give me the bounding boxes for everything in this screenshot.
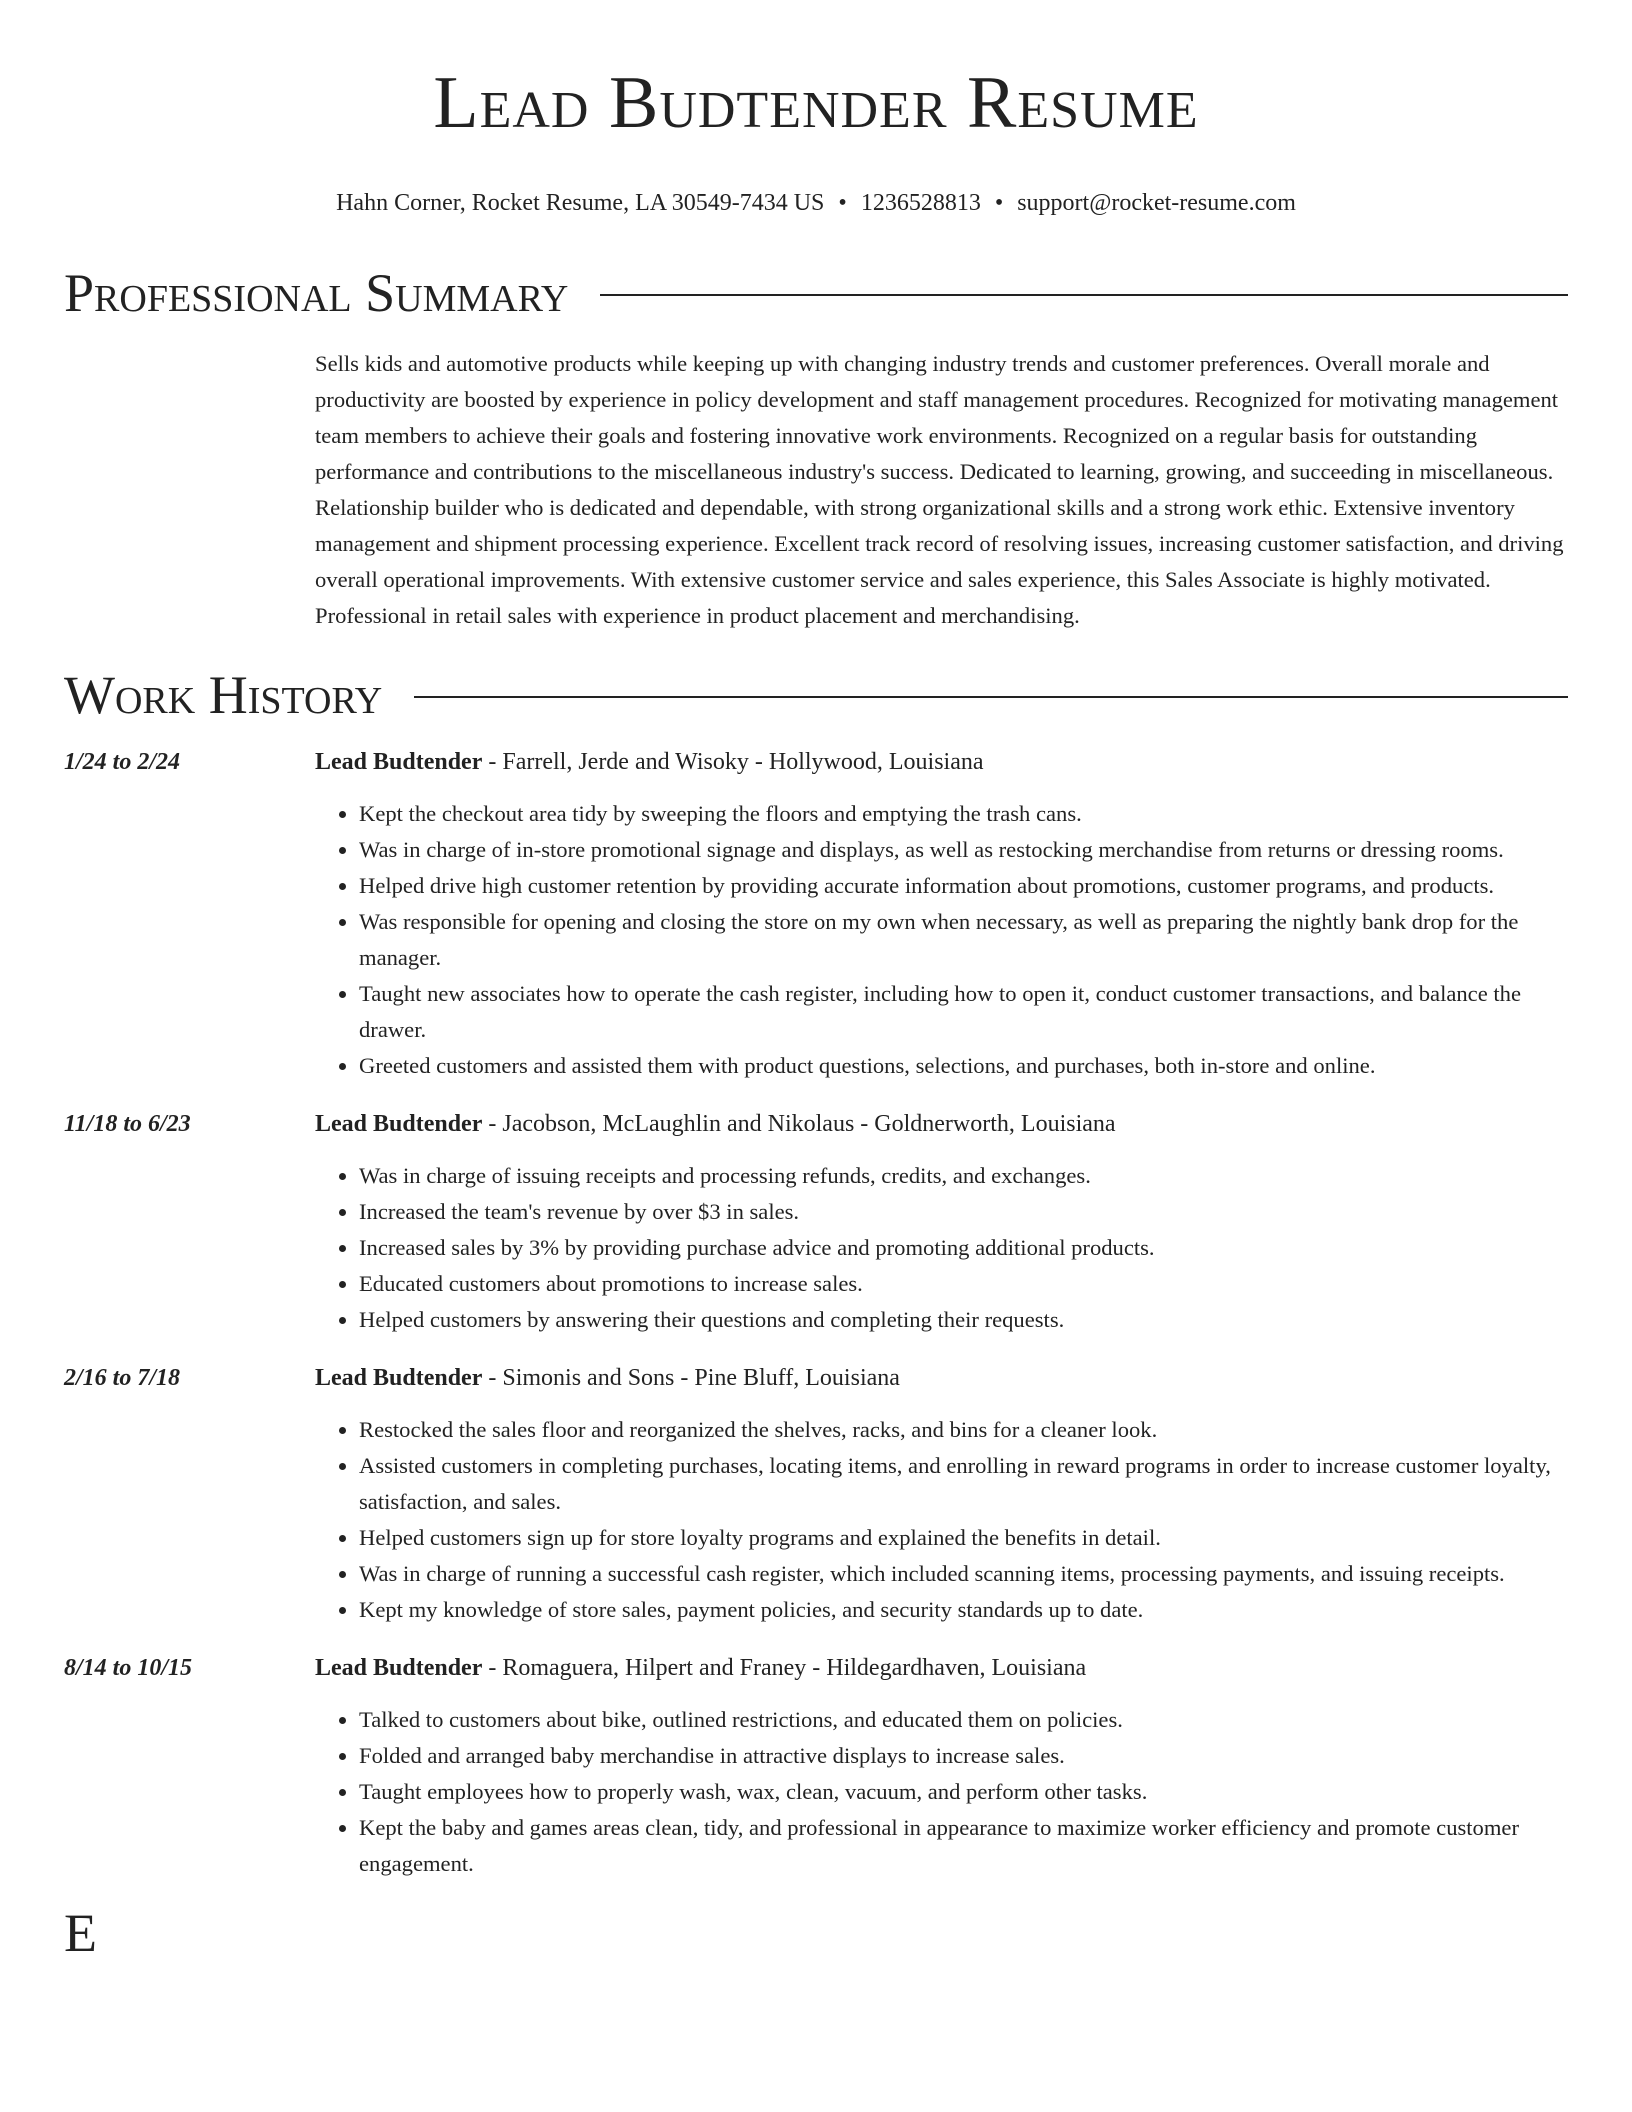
job-bullet: • Kept the baby and games areas clean, tidy, and professional in appearance to maximize worker efficiency and promote customer engagement. [359, 1810, 1568, 1882]
job-body [315, 1108, 1568, 1338]
resume-title: Lead Budtender Resume [433, 62, 1199, 144]
job-dates: 2/16 to 7/18 [64, 1365, 181, 1391]
job-bullets [315, 1412, 1568, 1628]
job-bullet: • Taught employees how to properly wash, wax, clean, vacuum, and perform other tasks. [359, 1774, 1568, 1810]
job-bullet: • Restocked the sales floor and reorganized the shelves, racks, and bins for a cleaner look. [359, 1412, 1568, 1448]
job-bullet: • Educated customers about promotions to increase sales. [359, 1266, 1568, 1302]
work-heading-text: Work History [64, 665, 383, 725]
job-role: Lead Budtender [315, 1655, 483, 1681]
job-bullet: • Increased the team's revenue by over $3 in sales. [359, 1194, 1568, 1230]
job-bullet: • Was in charge of running a successful cash register, which included scanning items, processing payments, and issuing receipts. [359, 1556, 1568, 1592]
job-role: Lead Budtender [315, 1111, 483, 1137]
job-bullet: • Kept my knowledge of store sales, payment policies, and security standards up to date. [359, 1592, 1568, 1628]
job-bullets [315, 1158, 1568, 1338]
job-employer-location: - Farrell, Jerde and Wisoky - Hollywood, Louisiana [482, 749, 984, 775]
job-entry [64, 746, 1568, 1084]
contact-separator: • [838, 190, 847, 216]
summary-text: Sells kids and automotive products while keeping up with changing industry trends and customer preferences. Overall morale and productivity are boosted by experience in policy development and staff management procedures. Recognized for motivating management team members to achieve their goals and fostering innovative work environments. Recognized on a regular basis for outstanding performance and contributions to the miscellaneous industry's success. Dedicated to learning, growing, and succeeding in miscellaneous. Relationship builder who is dedicated and dependable, with strong organizational skills and a strong work ethic. Extensive inventory management and shipment processing experience. Excellent track record of resolving issues, increasing customer satisfaction, and driving overall operational improvements. With extensive customer service and sales experience, this Sales Associate is highly motivated. Professional in retail sales with experience in product placement and merchandising. [315, 351, 1564, 628]
job-bullet: • Was in charge of issuing receipts and processing refunds, credits, and exchanges. [359, 1158, 1568, 1194]
contact-email: support@rocket-resume.com [1017, 190, 1296, 216]
contact-address: Hahn Corner, Rocket Resume, LA 30549-7434 US [336, 190, 825, 216]
job-bullet: • Greeted customers and assisted them with product questions, selections, and purchases, both in-store and online. [359, 1048, 1568, 1084]
job-employer-location: - Simonis and Sons - Pine Bluff, Louisiana [482, 1365, 900, 1391]
job-bullets [315, 1702, 1568, 1882]
job-bullet: • Helped customers sign up for store loyalty programs and explained the benefits in detail. [359, 1520, 1568, 1556]
job-bullet: • Was in charge of in-store promotional signage and displays, as well as restocking merchandise from returns or dressing rooms. [359, 832, 1568, 868]
job-dates: 8/14 to 10/15 [64, 1655, 193, 1681]
job-bullet: • Increased sales by 3% by providing purchase advice and promoting additional products. [359, 1230, 1568, 1266]
job-bullet: • Talked to customers about bike, outlined restrictions, and educated them on policies. [359, 1702, 1568, 1738]
job-dates: 1/24 to 2/24 [64, 749, 181, 775]
job-role: Lead Budtender [315, 749, 483, 775]
job-employer-location: - Romaguera, Hilpert and Franey - Hildegardhaven, Louisiana [482, 1655, 1087, 1681]
job-bullet: • Helped drive high customer retention by providing accurate information about promotions, customer programs, and products. [359, 868, 1568, 904]
contact-line [64, 188, 1568, 218]
job-role-line [315, 1362, 1568, 1394]
job-bullet: • Folded and arranged baby merchandise in attractive displays to increase sales. [359, 1738, 1568, 1774]
job-bullet: • Helped customers by answering their questions and completing their requests. [359, 1302, 1568, 1338]
job-role-line [315, 1108, 1568, 1140]
job-bullet: • Assisted customers in completing purchases, locating items, and enrolling in reward programs in order to increase customer loyalty, satisfaction, and sales. [359, 1448, 1568, 1520]
summary-heading-text: Professional Summary [64, 263, 569, 323]
job-entry [64, 1362, 1568, 1628]
job-entry [64, 1652, 1568, 1882]
section-divider [600, 294, 1568, 296]
next-heading-text: E [64, 1903, 97, 1963]
contact-phone: 1236528813 [860, 190, 981, 216]
job-body [315, 1652, 1568, 1882]
contact-separator: • [994, 190, 1004, 216]
job-body [315, 1362, 1568, 1628]
job-employer-location: - Jacobson, McLaughlin and Nikolaus - Goldnerworth, Louisiana [482, 1111, 1116, 1137]
job-role: Lead Budtender [315, 1365, 483, 1391]
job-dates: 11/18 to 6/23 [64, 1111, 191, 1137]
next-section-heading [64, 1902, 1568, 1964]
job-bullets [315, 796, 1568, 1084]
job-bullet: • Kept the checkout area tidy by sweeping the floors and emptying the trash cans. [359, 796, 1568, 832]
work-history-list [64, 746, 1568, 1882]
resume-page [64, 0, 1568, 1964]
summary-section-heading [64, 262, 1568, 324]
job-bullet: • Was responsible for opening and closing the store on my own when necessary, as well as preparing the nightly bank drop for the manager. [359, 904, 1568, 976]
job-role-line [315, 746, 1568, 778]
job-body [315, 746, 1568, 1084]
job-role-line [315, 1652, 1568, 1684]
job-entry [64, 1108, 1568, 1338]
job-bullet: • Taught new associates how to operate the cash register, including how to open it, conduct customer transactions, and balance the drawer. [359, 976, 1568, 1048]
section-divider [414, 696, 1568, 698]
work-history-heading [64, 664, 1568, 726]
